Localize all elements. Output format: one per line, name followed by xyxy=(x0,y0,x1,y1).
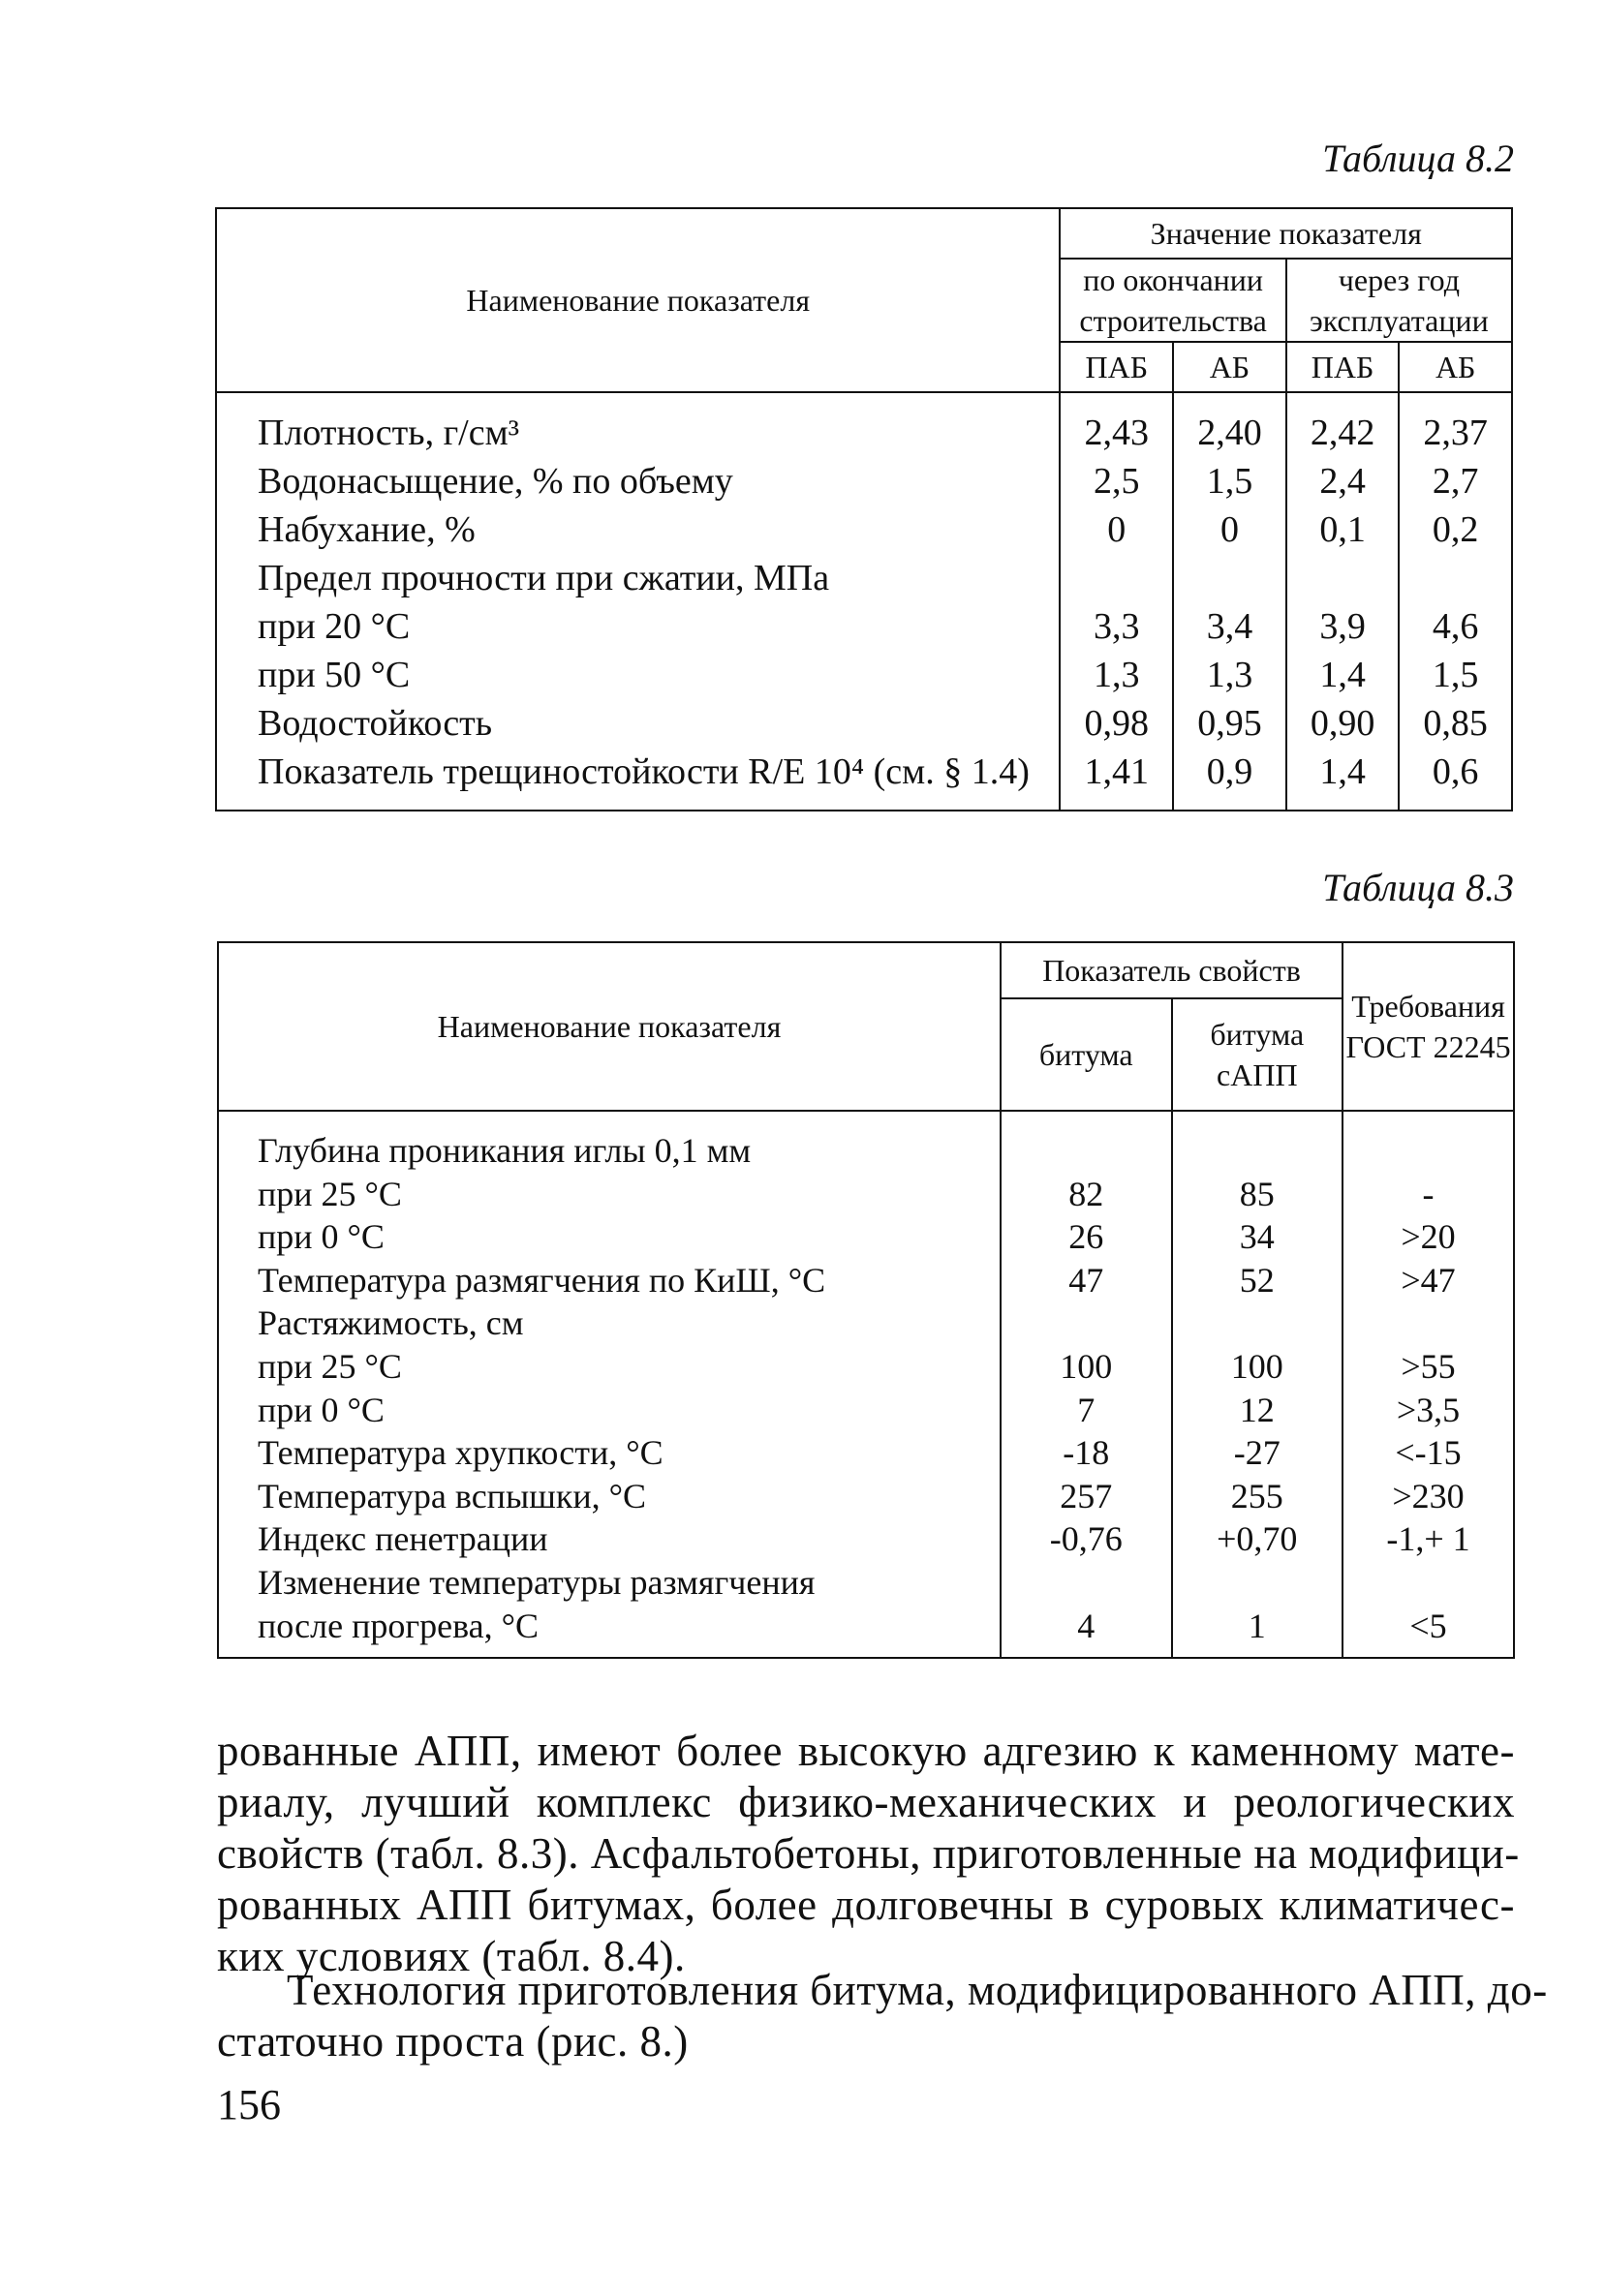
cell xyxy=(1172,1561,1343,1605)
cell xyxy=(1343,1111,1514,1173)
table-row xyxy=(216,392,1512,457)
row-name: Изменение температуры размягчения xyxy=(218,1561,1001,1605)
cell: >20 xyxy=(1343,1215,1514,1259)
row-name: Температура хрупкости, °С xyxy=(218,1431,1001,1475)
row-name: Набухание, % xyxy=(216,505,1060,554)
table-row xyxy=(218,1259,1514,1302)
cell xyxy=(1399,554,1512,602)
text-line: рованные АПП, имеют более высокую адгезию к каменному мате- xyxy=(217,1727,1515,1775)
cell: 12 xyxy=(1172,1389,1343,1432)
cell: 100 xyxy=(1172,1345,1343,1389)
cell: 2,42 xyxy=(1286,392,1400,457)
header-col: битума сАПП xyxy=(1172,998,1343,1111)
cell xyxy=(1172,1111,1343,1173)
row-name: при 25 °С xyxy=(218,1173,1001,1216)
text-line: Технология приготовления битума, модифицированного АПП, до- xyxy=(287,1966,1548,2014)
header-col: АБ xyxy=(1399,342,1512,392)
cell: 1,4 xyxy=(1286,748,1400,811)
table-row xyxy=(216,554,1512,602)
cell: 0,98 xyxy=(1060,699,1173,748)
text-line: статочно проста (рис. 8.) xyxy=(217,2017,689,2066)
table-row xyxy=(218,1345,1514,1389)
cell xyxy=(1001,1301,1172,1345)
row-name: при 20 °С xyxy=(216,602,1060,651)
cell: 26 xyxy=(1001,1215,1172,1259)
cell: 52 xyxy=(1172,1259,1343,1302)
cell: 2,5 xyxy=(1060,457,1173,505)
cell: -0,76 xyxy=(1001,1517,1172,1561)
cell: 0,2 xyxy=(1399,505,1512,554)
cell: 0,95 xyxy=(1173,699,1286,748)
row-name: при 50 °С xyxy=(216,651,1060,699)
row-name: Растяжимость, см xyxy=(218,1301,1001,1345)
cell: -1,+ 1 xyxy=(1343,1517,1514,1561)
table-row xyxy=(218,1475,1514,1518)
cell: 1,3 xyxy=(1173,651,1286,699)
table-row xyxy=(218,1215,1514,1259)
cell: 1 xyxy=(1172,1605,1343,1659)
cell: >230 xyxy=(1343,1475,1514,1518)
cell: 7 xyxy=(1001,1389,1172,1432)
cell: 2,43 xyxy=(1060,392,1173,457)
text-line: ких условиях (табл. 8.4). xyxy=(217,1932,686,1980)
cell: 2,4 xyxy=(1286,457,1400,505)
table-8-2-caption: Таблица 8.2 xyxy=(1322,137,1514,180)
row-name: Индекс пенетрации xyxy=(218,1517,1001,1561)
cell xyxy=(1060,554,1173,602)
cell xyxy=(1172,1301,1343,1345)
row-name: при 25 °С xyxy=(218,1345,1001,1389)
cell: 1,4 xyxy=(1286,651,1400,699)
cell: 4,6 xyxy=(1399,602,1512,651)
cell xyxy=(1173,554,1286,602)
row-name: Глубина проникания иглы 0,1 мм xyxy=(218,1111,1001,1173)
cell: 34 xyxy=(1172,1215,1343,1259)
row-name: Температура размягчения по КиШ, °С xyxy=(218,1259,1001,1302)
table-row xyxy=(216,602,1512,651)
cell: 3,9 xyxy=(1286,602,1400,651)
table-row xyxy=(216,651,1512,699)
row-name: при 0 °С xyxy=(218,1389,1001,1432)
header-after-year: через год эксплуатации xyxy=(1286,259,1512,342)
body-paragraph xyxy=(217,1726,1520,1982)
table-8-3 xyxy=(217,941,1515,1659)
cell: 0,1 xyxy=(1286,505,1400,554)
row-name: Водонасыщение, % по объему xyxy=(216,457,1060,505)
table-row xyxy=(218,1605,1514,1659)
cell xyxy=(1343,1561,1514,1605)
cell: 100 xyxy=(1001,1345,1172,1389)
row-name: при 0 °С xyxy=(218,1215,1001,1259)
cell: 85 xyxy=(1172,1173,1343,1216)
cell xyxy=(1001,1561,1172,1605)
row-name: Водостойкость xyxy=(216,699,1060,748)
row-name: Температура вспышки, °С xyxy=(218,1475,1001,1518)
cell: <5 xyxy=(1343,1605,1514,1659)
cell xyxy=(1343,1301,1514,1345)
cell: 3,4 xyxy=(1173,602,1286,651)
cell: -27 xyxy=(1172,1431,1343,1475)
table-8-3-caption: Таблица 8.3 xyxy=(1322,866,1514,909)
cell: 82 xyxy=(1001,1173,1172,1216)
table-8-2 xyxy=(215,207,1513,811)
header-group: Значение показателя xyxy=(1060,208,1512,259)
header-col: битума xyxy=(1001,998,1172,1111)
table-row xyxy=(218,1561,1514,1605)
cell: >3,5 xyxy=(1343,1389,1514,1432)
header-col: АБ xyxy=(1173,342,1286,392)
cell: >47 xyxy=(1343,1259,1514,1302)
text-line: свойств (табл. 8.3). Асфальтобетоны, приготовленные на модифици- xyxy=(217,1829,1520,1878)
text-line: риалу, лучший комплекс физико-механических и реологических xyxy=(217,1778,1515,1826)
table-row xyxy=(216,699,1512,748)
page-number: 156 xyxy=(217,2081,281,2128)
cell: 0,6 xyxy=(1399,748,1512,811)
cell: 3,3 xyxy=(1060,602,1173,651)
table-row xyxy=(216,505,1512,554)
row-name: после прогрева, °С xyxy=(218,1605,1001,1659)
cell: 0,85 xyxy=(1399,699,1512,748)
cell: 0,90 xyxy=(1286,699,1400,748)
cell: 2,40 xyxy=(1173,392,1286,457)
header-name: Наименование показателя xyxy=(216,208,1060,392)
table-row xyxy=(216,457,1512,505)
table-row xyxy=(218,1173,1514,1216)
text-line: рованных АПП битумах, более долговечны в суровых климатичес- xyxy=(217,1881,1515,1929)
table-row xyxy=(218,1301,1514,1345)
row-name: Предел прочности при сжатии, МПа xyxy=(216,554,1060,602)
cell: - xyxy=(1343,1173,1514,1216)
header-col: ПАБ xyxy=(1060,342,1173,392)
cell: 257 xyxy=(1001,1475,1172,1518)
cell: 2,7 xyxy=(1399,457,1512,505)
cell: >55 xyxy=(1343,1345,1514,1389)
cell: 2,37 xyxy=(1399,392,1512,457)
table-row xyxy=(218,1111,1514,1173)
header-name: Наименование показателя xyxy=(218,942,1001,1111)
cell: 255 xyxy=(1172,1475,1343,1518)
cell: 0 xyxy=(1173,505,1286,554)
table-row xyxy=(216,748,1512,811)
cell: 0 xyxy=(1060,505,1173,554)
cell: 1,41 xyxy=(1060,748,1173,811)
table-row xyxy=(218,1431,1514,1475)
cell: 1,5 xyxy=(1173,457,1286,505)
cell: 4 xyxy=(1001,1605,1172,1659)
cell: 1,5 xyxy=(1399,651,1512,699)
cell: -18 xyxy=(1001,1431,1172,1475)
cell xyxy=(1001,1111,1172,1173)
body-paragraph xyxy=(217,1965,1548,2067)
header-group: Показатель свойств xyxy=(1001,942,1343,998)
table-row xyxy=(218,1389,1514,1432)
row-name: Показатель трещиностойкости R/E 10⁴ (см. § 1.4) xyxy=(216,748,1060,811)
table-row xyxy=(218,1517,1514,1561)
cell: +0,70 xyxy=(1172,1517,1343,1561)
header-after-construction: по окончании строительства xyxy=(1060,259,1285,342)
header-gost-requirements: Требования ГОСТ 22245 xyxy=(1343,942,1514,1111)
row-name: Плотность, г/см³ xyxy=(216,392,1060,457)
header-col: ПАБ xyxy=(1286,342,1400,392)
cell: 1,3 xyxy=(1060,651,1173,699)
cell: 47 xyxy=(1001,1259,1172,1302)
cell: <-15 xyxy=(1343,1431,1514,1475)
cell: 0,9 xyxy=(1173,748,1286,811)
cell xyxy=(1286,554,1400,602)
